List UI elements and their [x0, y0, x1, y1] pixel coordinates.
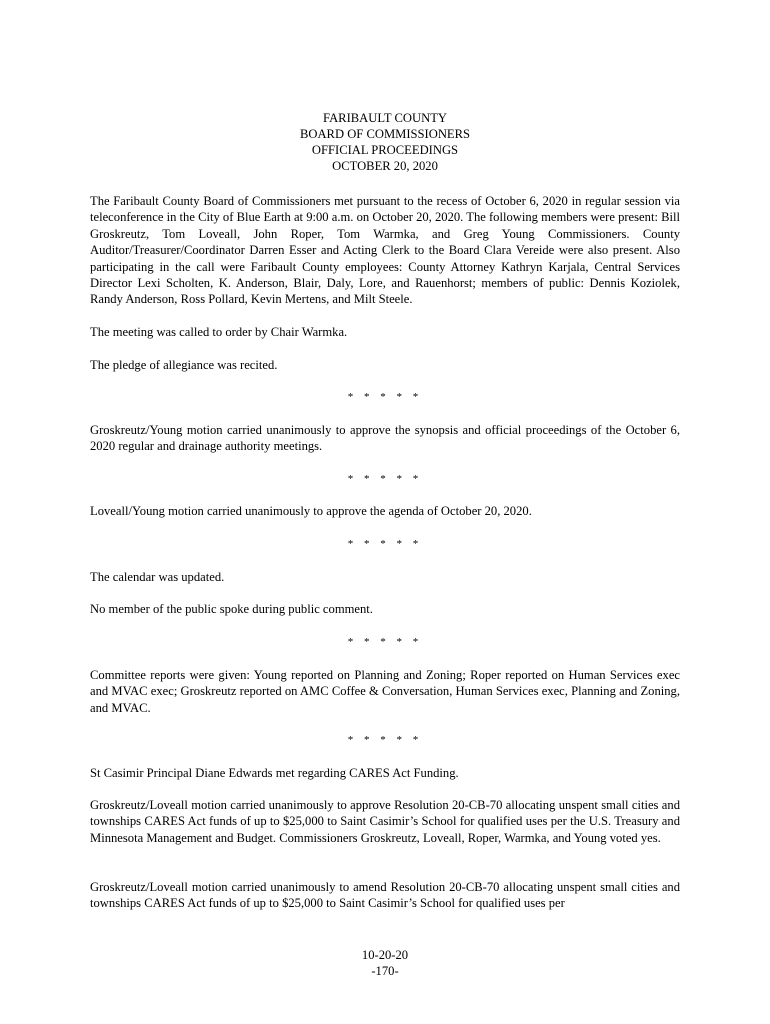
paragraph-st-casimir: St Casimir Principal Diane Edwards met regarding CARES Act Funding. [90, 766, 459, 780]
heading-proceedings: OFFICIAL PROCEEDINGS [311, 143, 459, 157]
footer-page-number: -170- [371, 964, 399, 978]
heading-board: BOARD OF COMMISSIONERS [299, 127, 471, 141]
paragraph-approve-agenda: Loveall/Young motion carried unanimously to approve the agenda of October 20, 2020. [90, 504, 532, 518]
separator: * * * * * [347, 538, 423, 550]
paragraph-resolution-amend: Groskreutz/Loveall motion carried unanimously to amend Resolution 20-CB-70 allocating unspent small cities and townships CARES Act funds of up to $25,000 to Saint Casimir’s School for qualified uses per [90, 880, 680, 911]
paragraph-intro: The Faribault County Board of Commissioners met pursuant to the recess of October 6, 2020 in regular session via teleconference in the City of Blue Earth at 9:00 a.m. on October 20, 2020. The following members were present: Bill Groskreutz, Tom Loveall, John Roper, Tom Warmka, and Greg Young Commissioners. County Auditor/Treasurer/Coordinator Darren Esser and Acting Clerk to the Board Clara Vereide were also present. Also participating in the call were Faribault County employees: County Attorney Kathryn Karjala, Central Services Director Lexi Scholten, K. Anderson, Blair, Daly, Lore, and Rauenhorst; members of public: Dennis Koziolek, Randy Anderson, Ross Pollard, Kevin Mertens, and Milt Steele. [90, 194, 680, 307]
paragraph-approve-minutes: Groskreutz/Young motion carried unanimously to approve the synopsis and official proceedings of the October 6, 2020 regular and drainage authority meetings. [90, 423, 680, 454]
paragraph-public-comment: No member of the public spoke during public comment. [90, 602, 373, 616]
footer-date: 10-20-20 [361, 948, 409, 962]
paragraph-call-to-order: The meeting was called to order by Chair Warmka. [90, 325, 348, 339]
paragraph-committee-reports: Committee reports were given: Young reported on Planning and Zoning; Roper reported on Human Services exec and MVAC exec; Groskreutz reported on AMC Coffee & Conversation, Human Services exec, Planning and Zoning, and MVAC. [90, 668, 680, 715]
heading-date: OCTOBER 20, 2020 [332, 159, 438, 173]
separator: * * * * * [347, 734, 423, 746]
separator: * * * * * [347, 473, 423, 485]
paragraph-resolution-approve: Groskreutz/Loveall motion carried unanimously to approve Resolution 20-CB-70 allocating unspent small cities and townships CARES Act funds of up to $25,000 to Saint Casimir’s School for qualified uses per the U.S. Treasury and Minnesota Management and Budget. Commissioners Groskreutz, Loveall, Roper, Warmka, and Young voted yes. [90, 798, 680, 845]
separator: * * * * * [347, 391, 423, 403]
heading-county: FARIBAULT COUNTY [323, 111, 447, 125]
document-heading [0, 110, 770, 174]
paragraph-calendar: The calendar was updated. [90, 570, 225, 584]
page-footer [0, 947, 770, 979]
separator: * * * * * [347, 636, 423, 648]
paragraph-pledge: The pledge of allegiance was recited. [90, 358, 278, 372]
